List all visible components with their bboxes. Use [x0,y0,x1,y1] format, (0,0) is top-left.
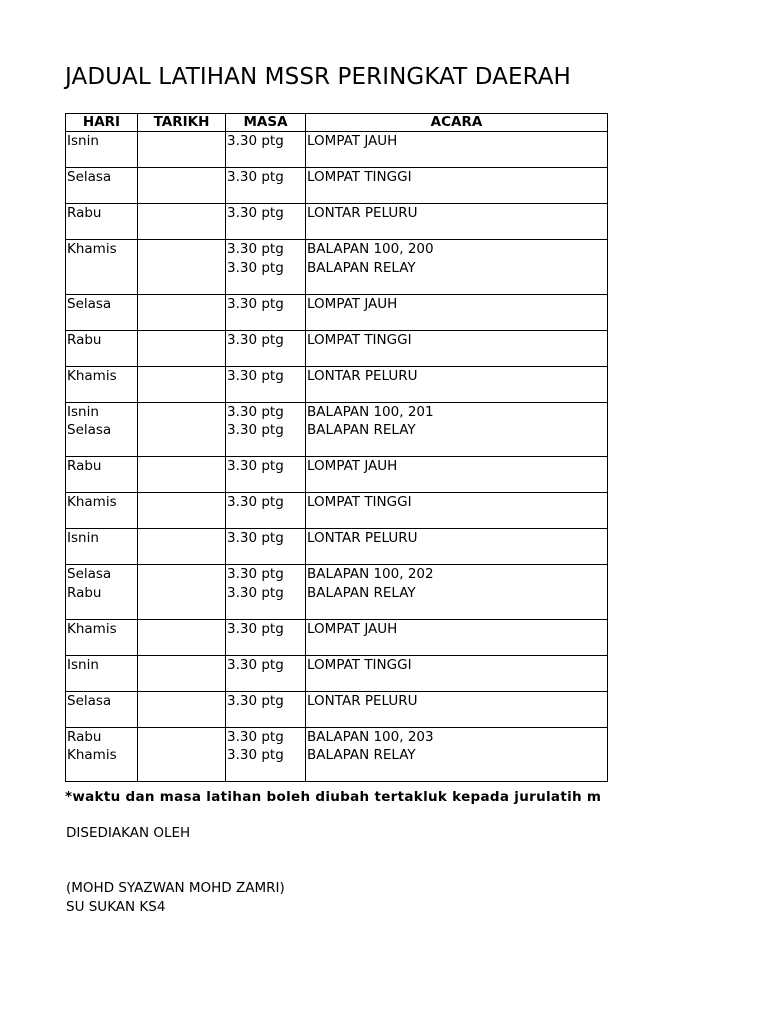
cell-acara [306,655,608,691]
cell-masa [226,691,306,727]
cell-hari [66,529,138,565]
cell-masa-line: 3.30 ptg [227,494,284,510]
cell-acara-line: LONTAR PELURU [307,205,418,221]
signatory-role: SU SUKAN KS4 [66,899,166,915]
cell-tarikh [138,132,226,168]
cell-hari-line: Selasa [67,566,112,582]
cell-acara [306,366,608,402]
signatory-name: (MOHD SYAZWAN MOHD ZAMRI) [66,880,285,896]
cell-hari [66,366,138,402]
cell-masa [226,493,306,529]
cell-acara-line: LONTAR PELURU [307,367,418,384]
cell-masa-line: 3.30 ptg [227,133,284,149]
cell-tarikh [138,330,226,366]
cell-acara-line: LOMPAT JAUH [307,620,398,637]
cell-tarikh [138,493,226,529]
header-row [66,114,608,132]
cell-masa-line: 3.30 ptg [227,295,284,312]
cell-acara-line: LOMPAT JAUH [307,133,398,149]
cell-tarikh [138,565,226,620]
cell-tarikh [138,655,226,691]
table-row [66,294,608,330]
cell-masa-line: 3.30 ptg [227,747,284,763]
cell-acara [306,493,608,529]
prepared-by-label: DISEDIAKAN OLEH [66,825,191,841]
cell-hari [66,727,138,782]
cell-masa [226,168,306,204]
header-masa: MASA [226,114,306,132]
cell-hari-line: Isnin [67,530,99,546]
cell-acara-line: LONTAR PELURU [307,530,418,546]
cell-acara [306,294,608,330]
cell-hari [66,240,138,295]
cell-hari [66,132,138,168]
cell-acara-line: BALAPAN 100, 202 [307,566,434,582]
cell-hari-line: Rabu [67,458,102,474]
cell-masa [226,529,306,565]
table-row [66,366,608,402]
cell-acara [306,402,608,457]
table-header [66,114,608,132]
cell-acara-line: BALAPAN RELAY [307,259,416,276]
cell-hari-line: Isnin [67,656,99,673]
cell-hari [66,402,138,457]
cell-hari-line: Selasa [67,169,112,185]
cell-hari-line: Selasa [67,295,112,312]
schedule-table [65,113,608,782]
table-row [66,330,608,366]
cell-hari [66,294,138,330]
table-row [66,565,608,620]
table-row [66,168,608,204]
cell-masa [226,132,306,168]
cell-hari [66,330,138,366]
cell-masa [226,366,306,402]
cell-acara [306,619,608,655]
cell-hari [66,655,138,691]
cell-acara [306,529,608,565]
cell-acara-line: LOMPAT TINGGI [307,169,412,185]
cell-masa [226,294,306,330]
cell-masa [226,565,306,620]
cell-hari [66,565,138,620]
cell-hari-line: Selasa [67,422,112,438]
cell-masa-line: 3.30 ptg [227,422,284,438]
cell-acara [306,457,608,493]
table-body [66,132,608,782]
cell-acara-line: BALAPAN RELAY [307,422,416,438]
header-hari: HARI [66,114,138,132]
table-row [66,691,608,727]
table-row [66,529,608,565]
cell-acara-line: LONTAR PELURU [307,692,418,709]
cell-tarikh [138,366,226,402]
cell-tarikh [138,691,226,727]
cell-acara-line: BALAPAN RELAY [307,584,416,601]
table-row [66,727,608,782]
cell-hari [66,457,138,493]
table-row [66,240,608,295]
cell-tarikh [138,457,226,493]
cell-masa-line: 3.30 ptg [227,656,284,673]
cell-hari [66,691,138,727]
cell-masa-line: 3.30 ptg [227,403,284,420]
table-row [66,619,608,655]
cell-hari-line: Selasa [67,692,112,709]
cell-tarikh [138,204,226,240]
cell-acara-line: LOMPAT TINGGI [307,494,412,510]
cell-hari-line: Khamis [67,367,117,384]
cell-masa [226,204,306,240]
cell-masa-line: 3.30 ptg [227,259,284,276]
cell-tarikh [138,619,226,655]
table-row [66,655,608,691]
cell-hari-line: Isnin [67,403,99,420]
cell-acara [306,565,608,620]
cell-hari-line: Khamis [67,241,117,257]
cell-acara-line: BALAPAN 100, 200 [307,241,434,257]
cell-tarikh [138,168,226,204]
cell-masa-line: 3.30 ptg [227,331,284,348]
header-acara: ACARA [306,114,608,132]
cell-masa [226,240,306,295]
cell-masa [226,402,306,457]
cell-hari [66,204,138,240]
cell-hari-line: Rabu [67,584,102,601]
cell-acara-line: LOMPAT JAUH [307,458,398,474]
cell-acara [306,168,608,204]
table-row [66,132,608,168]
cell-acara-line: BALAPAN 100, 201 [307,403,434,420]
cell-masa [226,727,306,782]
cell-masa-line: 3.30 ptg [227,692,284,709]
cell-masa-line: 3.30 ptg [227,728,284,745]
cell-tarikh [138,402,226,457]
table-row [66,402,608,457]
cell-acara [306,204,608,240]
cell-masa-line: 3.30 ptg [227,620,284,637]
cell-masa [226,330,306,366]
table-row [66,457,608,493]
cell-acara-line: LOMPAT TINGGI [307,656,412,673]
cell-acara-line: LOMPAT TINGGI [307,331,412,348]
cell-masa [226,655,306,691]
cell-masa-line: 3.30 ptg [227,566,284,582]
cell-hari [66,493,138,529]
cell-hari-line: Khamis [67,747,117,763]
page-title: JADUAL LATIHAN MSSR PERINGKAT DAERAH [65,64,571,90]
cell-hari-line: Rabu [67,205,102,221]
cell-masa-line: 3.30 ptg [227,169,284,185]
cell-hari [66,619,138,655]
cell-masa-line: 3.30 ptg [227,205,284,221]
cell-tarikh [138,294,226,330]
cell-hari-line: Khamis [67,620,117,637]
cell-acara [306,240,608,295]
cell-hari [66,168,138,204]
cell-tarikh [138,727,226,782]
table-row [66,493,608,529]
cell-masa [226,457,306,493]
cell-masa-line: 3.30 ptg [227,367,284,384]
cell-tarikh [138,529,226,565]
cell-hari-line: Rabu [67,331,102,348]
cell-acara-line: BALAPAN RELAY [307,747,416,763]
cell-masa [226,619,306,655]
cell-acara [306,330,608,366]
cell-acara [306,727,608,782]
cell-acara-line: BALAPAN 100, 203 [307,728,434,745]
header-tarikh: TARIKH [138,114,226,132]
cell-masa-line: 3.30 ptg [227,241,284,257]
cell-acara-line: LOMPAT JAUH [307,295,398,312]
cell-masa-line: 3.30 ptg [227,530,284,546]
cell-tarikh [138,240,226,295]
cell-hari-line: Isnin [67,133,99,149]
cell-hari-line: Rabu [67,728,102,745]
cell-acara [306,132,608,168]
cell-masa-line: 3.30 ptg [227,584,284,601]
schedule-note: *waktu dan masa latihan boleh diubah tertakluk kepada jurulatih m [65,789,602,805]
table-row [66,204,608,240]
cell-acara [306,691,608,727]
cell-hari-line: Khamis [67,494,117,510]
cell-masa-line: 3.30 ptg [227,458,284,474]
